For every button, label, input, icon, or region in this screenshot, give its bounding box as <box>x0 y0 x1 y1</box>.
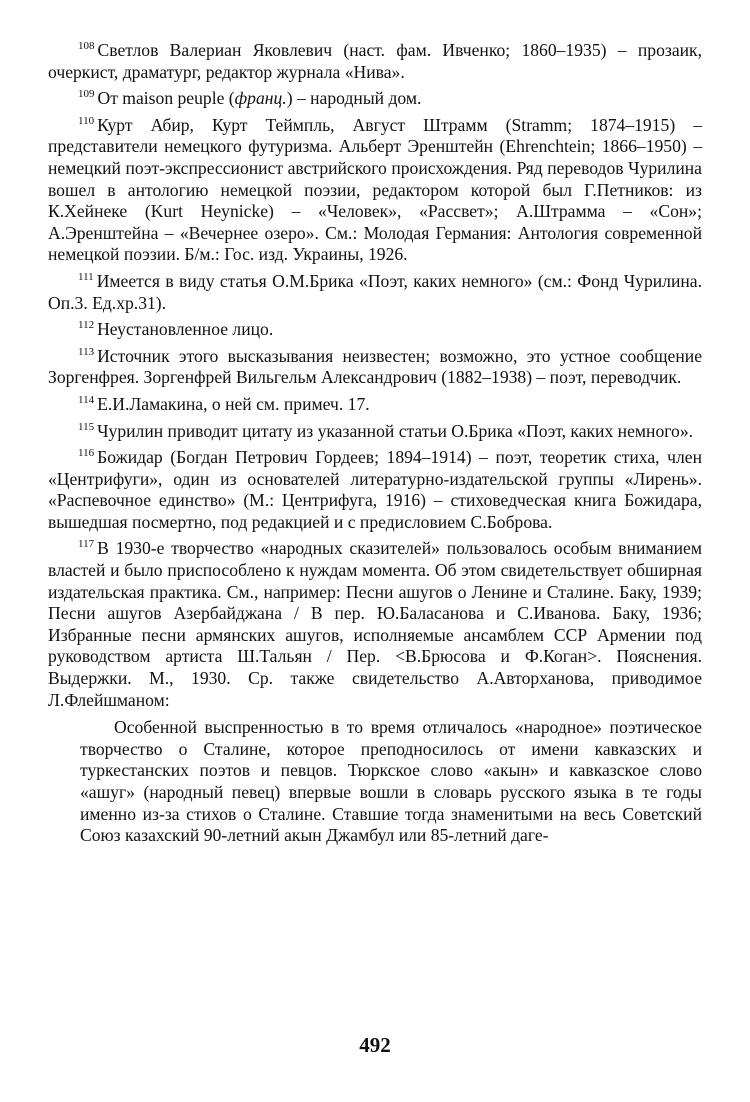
footnote-text: Светлов Валериан Яковлевич (наст. фам. Ивченко; 1860–1935) – прозаик, очеркист, драматург, редактор журнала «Нива». <box>48 40 702 82</box>
footnote-italic-text: франц. <box>234 88 287 109</box>
footnote-110 <box>48 115 702 266</box>
footnote-text: Е.И.Ламакина, о ней см. примеч. 17. <box>97 393 370 414</box>
footnote-number: 114 <box>78 393 95 406</box>
footnote-text: Курт Абир, Курт Теймпль, Август Штрамм (Stramm; 1874–1915) – представители немецкого футуризма. Альберт Эренштейн (Ehrenchtein; 1866–1950) – немецкий поэт-экспрессионист австрийского происхождения. Ряд переводов Чурилина вошел в антологию немецкой поэзии, редактором которой был Г.Петников: из К.Хейнеке (Kurt Heynicke) – «Человек», «Рассвет»; А.Штрамма – «Сон»; А.Эренштейна – «Вечернее озеро». См.: Молодая Германия: Антология современной немецкой поэзии. Б/м.: Гос. изд. Украины, 1926. <box>48 114 702 265</box>
footnote-117 <box>48 538 702 711</box>
footnote-text: В 1930-е творчество «народных сказителей» пользовалось особым вниманием властей и было приспособлено к нуждам момента. Об этом свидетельствует обширная издательская практика. См., например: Песни ашугов о Ленине и Сталине. Баку, 1939; Песни ашугов Азербайджана / В пер. Ю.Баласанова и С.Иванова. Баку, 1936; Избранные песни армянских ашугов, исполняемые ансамблем ССР Армении под руководством артиста Ш.Тальян / Пер. <В.Брюсова и Ф.Коган>. Пояснения. Выдержки. М., 1930. Ср. также свидетельство А.Авторханова, приводимое Л.Флейшманом: <box>48 538 702 710</box>
footnote-114 <box>48 394 702 416</box>
footnote-text: Божидар (Богдан Петрович Гордеев; 1894–1914) – поэт, теоретик стиха, член «Центрифуги», один из основателей литературно-издательской группы «Лирень». «Распевочное единство» (М.: Центрифуга, 1916) – стиховедческая книга Божидара, вышедшая посмертно, под редакцией и с предисловием С.Боброва. <box>48 447 702 532</box>
footnote-number: 110 <box>78 114 95 127</box>
footnote-115 <box>48 421 702 443</box>
footnote-number: 115 <box>78 420 95 433</box>
footnote-number: 109 <box>78 88 95 101</box>
footnote-number: 116 <box>78 447 95 460</box>
footnote-text: ) – народный дом. <box>286 88 422 109</box>
footnote-111 <box>48 271 702 314</box>
page-number: 492 <box>359 1033 391 1057</box>
footnote-number: 113 <box>78 345 95 358</box>
footnote-number: 117 <box>78 538 95 551</box>
footnote-text: Чурилин приводит цитату из указанной статьи О.Брика «Поэт, каких немного». <box>97 420 694 441</box>
footnote-109 <box>48 88 702 110</box>
footnotes-page <box>48 40 702 847</box>
footnote-text: Источник этого высказывания неизвестен; возможно, это устное сообщение Зоргенфрея. Зоргенфрей Вильгельм Александрович (1882–1938) – поэт, переводчик. <box>48 345 702 388</box>
block-quote: Особенной выспренностью в то время отличалось «народное» поэтическое творчество о Сталине, которое преподносилось от имени кавказских и туркестанских поэтов и певцов. Тюркское слово «акын» и кавказское слово «ашуг» (народный певец) впервые вошли в словарь русского языка в те годы именно из-за стихов о Сталине. Ставшие тогда знаменитыми на весь Советский Союз казахский 90-летний акын Джамбул или 85-летний даге- <box>80 717 702 846</box>
footnote-text: Неустановленное лицо. <box>97 319 274 340</box>
footnote-112 <box>48 319 702 341</box>
footnote-108 <box>48 40 702 83</box>
footnote-number: 111 <box>78 270 94 283</box>
footnote-text: От maison peuple ( <box>97 88 235 109</box>
footnote-text: Имеется в виду статья О.М.Брика «Поэт, каких немного» (см.: Фонд Чурилина. Оп.3. Ед.хр.31). <box>48 270 702 313</box>
footnote-number: 112 <box>78 319 95 332</box>
footnote-number: 108 <box>78 40 95 52</box>
footnote-116 <box>48 447 702 533</box>
footnote-113 <box>48 346 702 389</box>
